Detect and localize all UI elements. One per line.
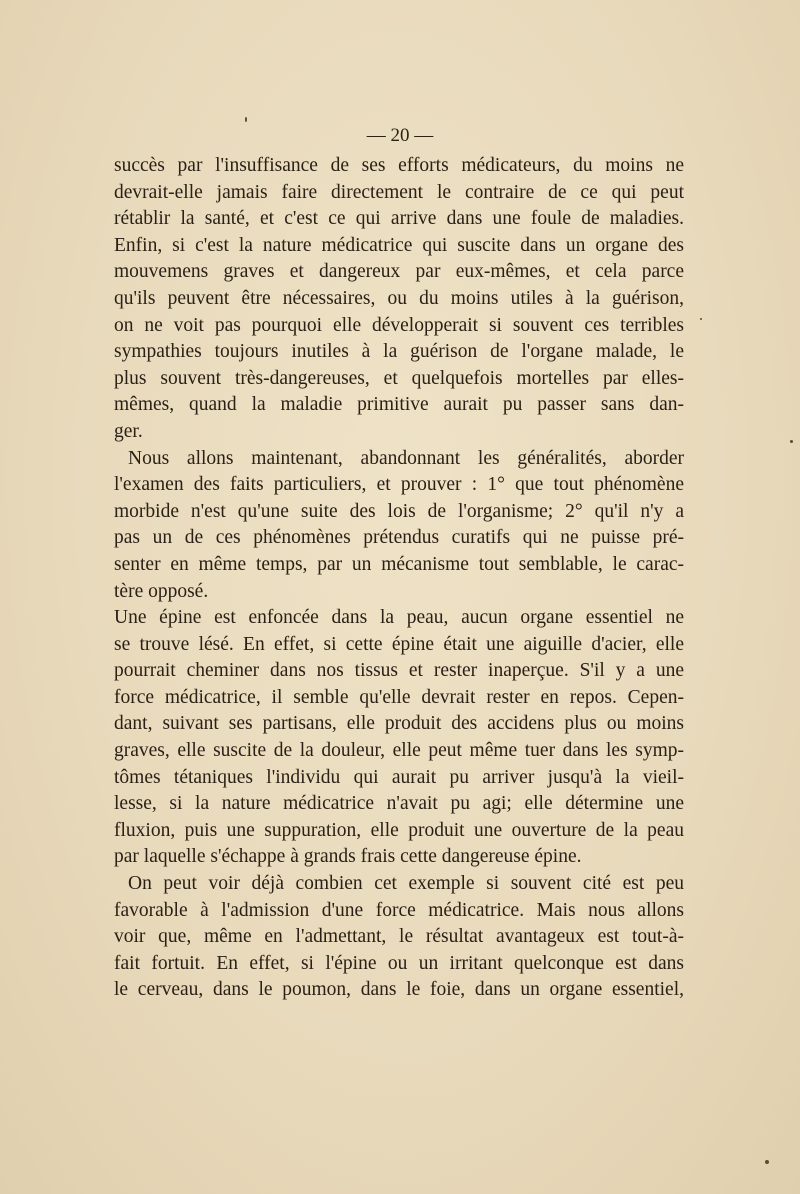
text-line: On peut voir déjà combien cet exemple si souvent cité est peu <box>128 873 684 895</box>
text-line: ger. <box>114 420 143 442</box>
text-line: lesse, si la nature médicatrice n'avait pu agi; elle détermine une <box>114 793 684 815</box>
text-line: senter en même temps, par un mécanisme tout semblable, le carac- <box>114 553 684 575</box>
text-line: on ne voit pas pourquoi elle développerait si souvent ces terribles <box>114 314 684 336</box>
text-line: graves, elle suscite de la douleur, elle peut même tuer dans les symp- <box>114 740 684 762</box>
text-line: devrait-elle jamais faire directement le contraire de ce qui peut <box>114 181 684 203</box>
page-number: — 20 — <box>366 125 434 146</box>
text-line: qu'ils peuvent être nécessaires, ou du moins utiles à la guérison, <box>114 287 684 309</box>
text-line: voir que, même en l'admettant, le résultat avantageux est tout-à- <box>114 926 684 948</box>
paper-speck <box>765 1160 769 1164</box>
text-line: pourrait cheminer dans nos tissus et rester inaperçue. S'il y a une <box>114 660 684 682</box>
text-line: tômes tétaniques l'individu qui aurait pu arriver jusqu'à la vieil- <box>114 766 684 788</box>
paper-speck <box>245 117 247 122</box>
text-line: favorable à l'admission d'une force médicatrice. Mais nous allons <box>114 899 684 921</box>
text-line: plus souvent très-dangereuses, et quelquefois mortelles par elles- <box>114 367 684 389</box>
text-line: rétablir la santé, et c'est ce qui arrive dans une foule de maladies. <box>114 208 684 230</box>
text-line: succès par l'insuffisance de ses efforts médicateurs, du moins ne <box>114 155 684 176</box>
paper-speck <box>700 318 702 320</box>
text-line: pas un de ces phénomènes prétendus curatifs qui ne puisse pré- <box>114 527 684 549</box>
body-text <box>114 153 684 1004</box>
text-line: force médicatrice, il semble qu'elle devrait rester en repos. Cepen- <box>114 686 684 708</box>
paper-speck <box>790 440 793 443</box>
text-line: mouvemens graves et dangereux par eux-mêmes, et cela parce <box>114 261 684 283</box>
text-line: Une épine est enfoncée dans la peau, aucun organe essentiel ne <box>114 607 684 629</box>
text-line: l'examen des faits particuliers, et prouver : 1° que tout phénomène <box>114 474 684 496</box>
text-line: par laquelle s'échappe à grands frais cette dangereuse épine. <box>114 846 582 868</box>
text-line: fluxion, puis une suppuration, elle produit une ouverture de la peau <box>114 819 684 841</box>
text-line: mêmes, quand la maladie primitive aurait pu passer sans dan- <box>114 394 684 416</box>
text-line: sympathies toujours inutiles à la guérison de l'organe malade, le <box>114 341 684 363</box>
text-line: tère opposé. <box>114 580 209 602</box>
text-line: fait fortuit. En effet, si l'épine ou un irritant quelconque est dans <box>114 952 684 974</box>
text-line: le cerveau, dans le poumon, dans le foie, dans un organe essentiel, <box>114 979 684 1001</box>
text-line: Enfin, si c'est la nature médicatrice qui suscite dans un organe des <box>114 234 684 256</box>
text-line: morbide n'est qu'une suite des lois de l'organisme; 2° qu'il n'y a <box>114 500 684 522</box>
text-line: se trouve lésé. En effet, si cette épine était une aiguille d'acier, elle <box>114 633 684 655</box>
text-line: Nous allons maintenant, abandonnant les généralités, aborder <box>128 447 684 469</box>
text-line: dant, suivant ses partisans, elle produit des accidens plus ou moins <box>114 713 684 735</box>
